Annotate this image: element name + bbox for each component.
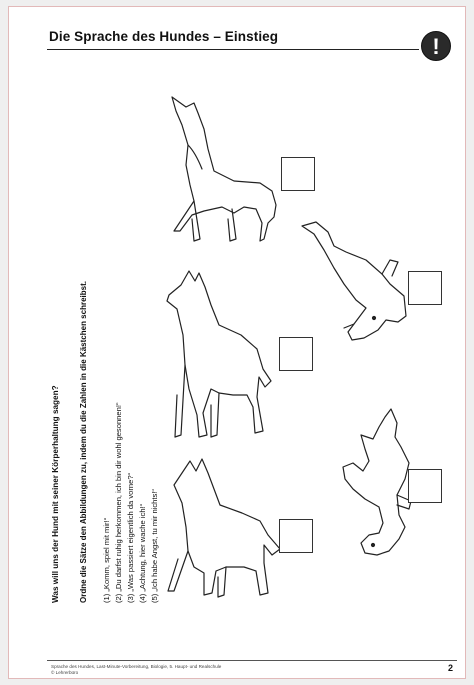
answer-box-3[interactable]: [279, 337, 313, 371]
footer-divider: [47, 660, 457, 661]
dog-play-bow-illustration: [294, 212, 414, 352]
footer-line-1: Sprache des Hundes, Last-Minute-Vorbereitung, Biologie, 5. Haupt- und Realschule: [51, 664, 222, 669]
title-divider: [47, 49, 419, 50]
instruction-text: Ordne die Sätze den Abbildungen zu, indem du die Zahlen in die Kästchen schreibst.: [79, 281, 88, 603]
page-title: Die Sprache des Hundes – Einstieg: [49, 29, 279, 44]
dog-alert-illustration: [164, 89, 284, 249]
sentence-4: (4) „Achtung, hier wache ich!“: [138, 503, 147, 603]
sentence-5: (5) „Ich habe Angst, tu mir nichts!“: [150, 489, 159, 603]
badge-symbol: !: [432, 34, 440, 59]
dog-guarding-illustration: [164, 455, 284, 605]
exclamation-badge-icon: [420, 30, 452, 62]
worksheet-page: [8, 6, 466, 679]
footer-line-2: © Lehrerbüro: [51, 669, 79, 675]
answer-box-5[interactable]: [279, 519, 313, 553]
dog-friendly-illustration: [159, 265, 279, 455]
main-question: Was will uns der Hund mit seiner Körperhaltung sagen?: [51, 385, 60, 603]
sentence-3: (3) „Was passiert eigentlich da vorne?“: [126, 472, 135, 603]
answer-box-4[interactable]: [408, 469, 442, 503]
answer-box-1[interactable]: [281, 157, 315, 191]
sentence-1: (1) „Komm, spiel mit mir!“: [102, 517, 111, 603]
answer-box-2[interactable]: [408, 271, 442, 305]
footer-credits: [51, 664, 221, 675]
dog-submissive-illustration: [339, 405, 419, 565]
page-number: 2: [448, 663, 454, 673]
sentence-2: (2) „Du darfst ruhig herkommen, ich bin dir wohl gesonnen!“: [114, 402, 123, 603]
